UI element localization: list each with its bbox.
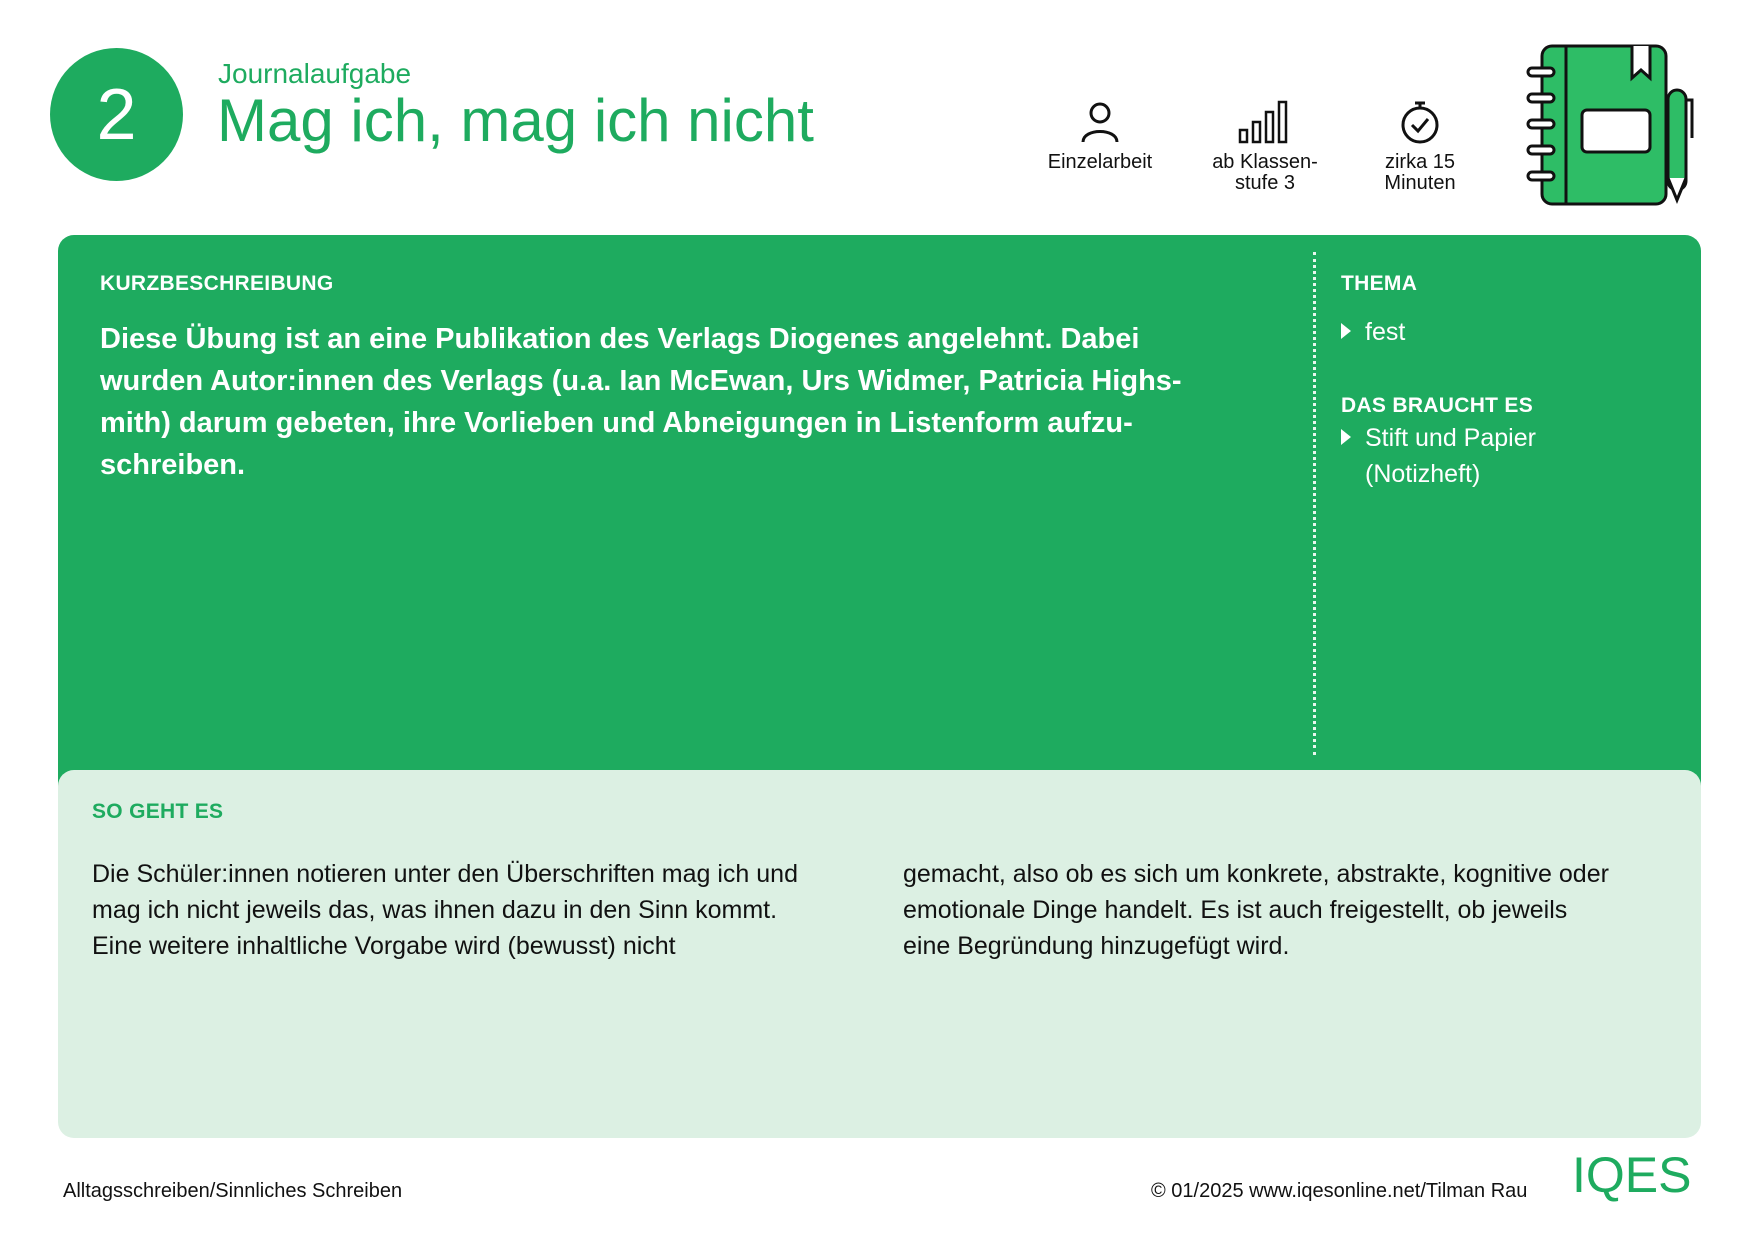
instructions-line: gemacht, also ob es sich um konkrete, abstrakte, kognitive oder — [903, 860, 1609, 888]
meta-duration — [1370, 100, 1470, 194]
material-item-text-2: (Notizheft) — [1365, 460, 1481, 488]
stopwatch-icon — [1398, 100, 1442, 144]
material-item — [1341, 420, 1536, 492]
meta-grade-level — [1200, 100, 1330, 194]
footer-copyright: © 01/2025 www.iqesonline.net/Tilman Rau — [1151, 1180, 1528, 1202]
meta-grade-level-label: ab Klassen- stufe 3 — [1212, 151, 1318, 194]
instructions-line: Die Schüler:innen notieren unter den Überschriften mag ich und — [92, 860, 798, 888]
thema-item-text: fest — [1365, 318, 1406, 346]
iqes-logo: IQES — [1572, 1147, 1692, 1203]
page-title: Mag ich, mag ich nicht — [217, 87, 814, 154]
meta-social-form-label: Einzelarbeit — [1047, 151, 1153, 173]
bar-chart-icon — [1237, 100, 1293, 144]
task-number-badge — [50, 48, 183, 181]
thema-item — [1341, 314, 1405, 350]
instructions-line: emotionale Dinge handelt. Es ist auch freigestellt, ob jeweils — [903, 896, 1568, 924]
instructions-left-column — [92, 856, 798, 964]
bullet-triangle-icon — [1341, 429, 1351, 445]
kurzbeschreibung-line: schreiben. — [100, 449, 246, 481]
kurzbeschreibung-line: mith) darum gebeten, ihre Vorlieben und Abneigungen in Listenform aufzu- — [100, 407, 1133, 439]
kurzbeschreibung-line: wurden Autor:innen des Verlags (u.a. Ian McEwan, Urs Widmer, Patricia Highs- — [100, 365, 1182, 397]
material-item-text: Stift und Papier — [1365, 424, 1536, 452]
meta-duration-label: zirka 15 Minuten — [1384, 151, 1456, 194]
instructions-right-column — [903, 856, 1609, 964]
notebook-with-pen-icon — [1522, 38, 1702, 208]
task-number: 2 — [96, 74, 137, 155]
bullet-triangle-icon — [1341, 323, 1351, 339]
instructions-line: Eine weitere inhaltliche Vorgabe wird (bewusst) nicht — [92, 932, 676, 960]
instructions-line: eine Begründung hinzugefügt wird. — [903, 932, 1290, 960]
meta-social-form — [1045, 100, 1155, 173]
thema-heading: THEMA — [1341, 272, 1418, 295]
kurzbeschreibung-heading: KURZBESCHREIBUNG — [100, 272, 334, 295]
so-geht-es-heading: SO GEHT ES — [92, 800, 224, 823]
material-heading: DAS BRAUCHT ES — [1341, 394, 1534, 417]
dotted-divider — [1313, 252, 1316, 755]
footer-category: Alltagsschreiben/Sinnliches Schreiben — [63, 1180, 403, 1202]
kurzbeschreibung-line: Diese Übung ist an eine Publikation des Verlags Diogenes angelehnt. Dabei — [100, 323, 1140, 355]
person-icon — [1078, 100, 1122, 144]
page-subtitle: Journalaufgabe — [218, 58, 412, 89]
instructions-line: mag ich nicht jeweils das, was ihnen dazu in den Sinn kommt. — [92, 896, 778, 924]
kurzbeschreibung-text — [100, 318, 1260, 486]
